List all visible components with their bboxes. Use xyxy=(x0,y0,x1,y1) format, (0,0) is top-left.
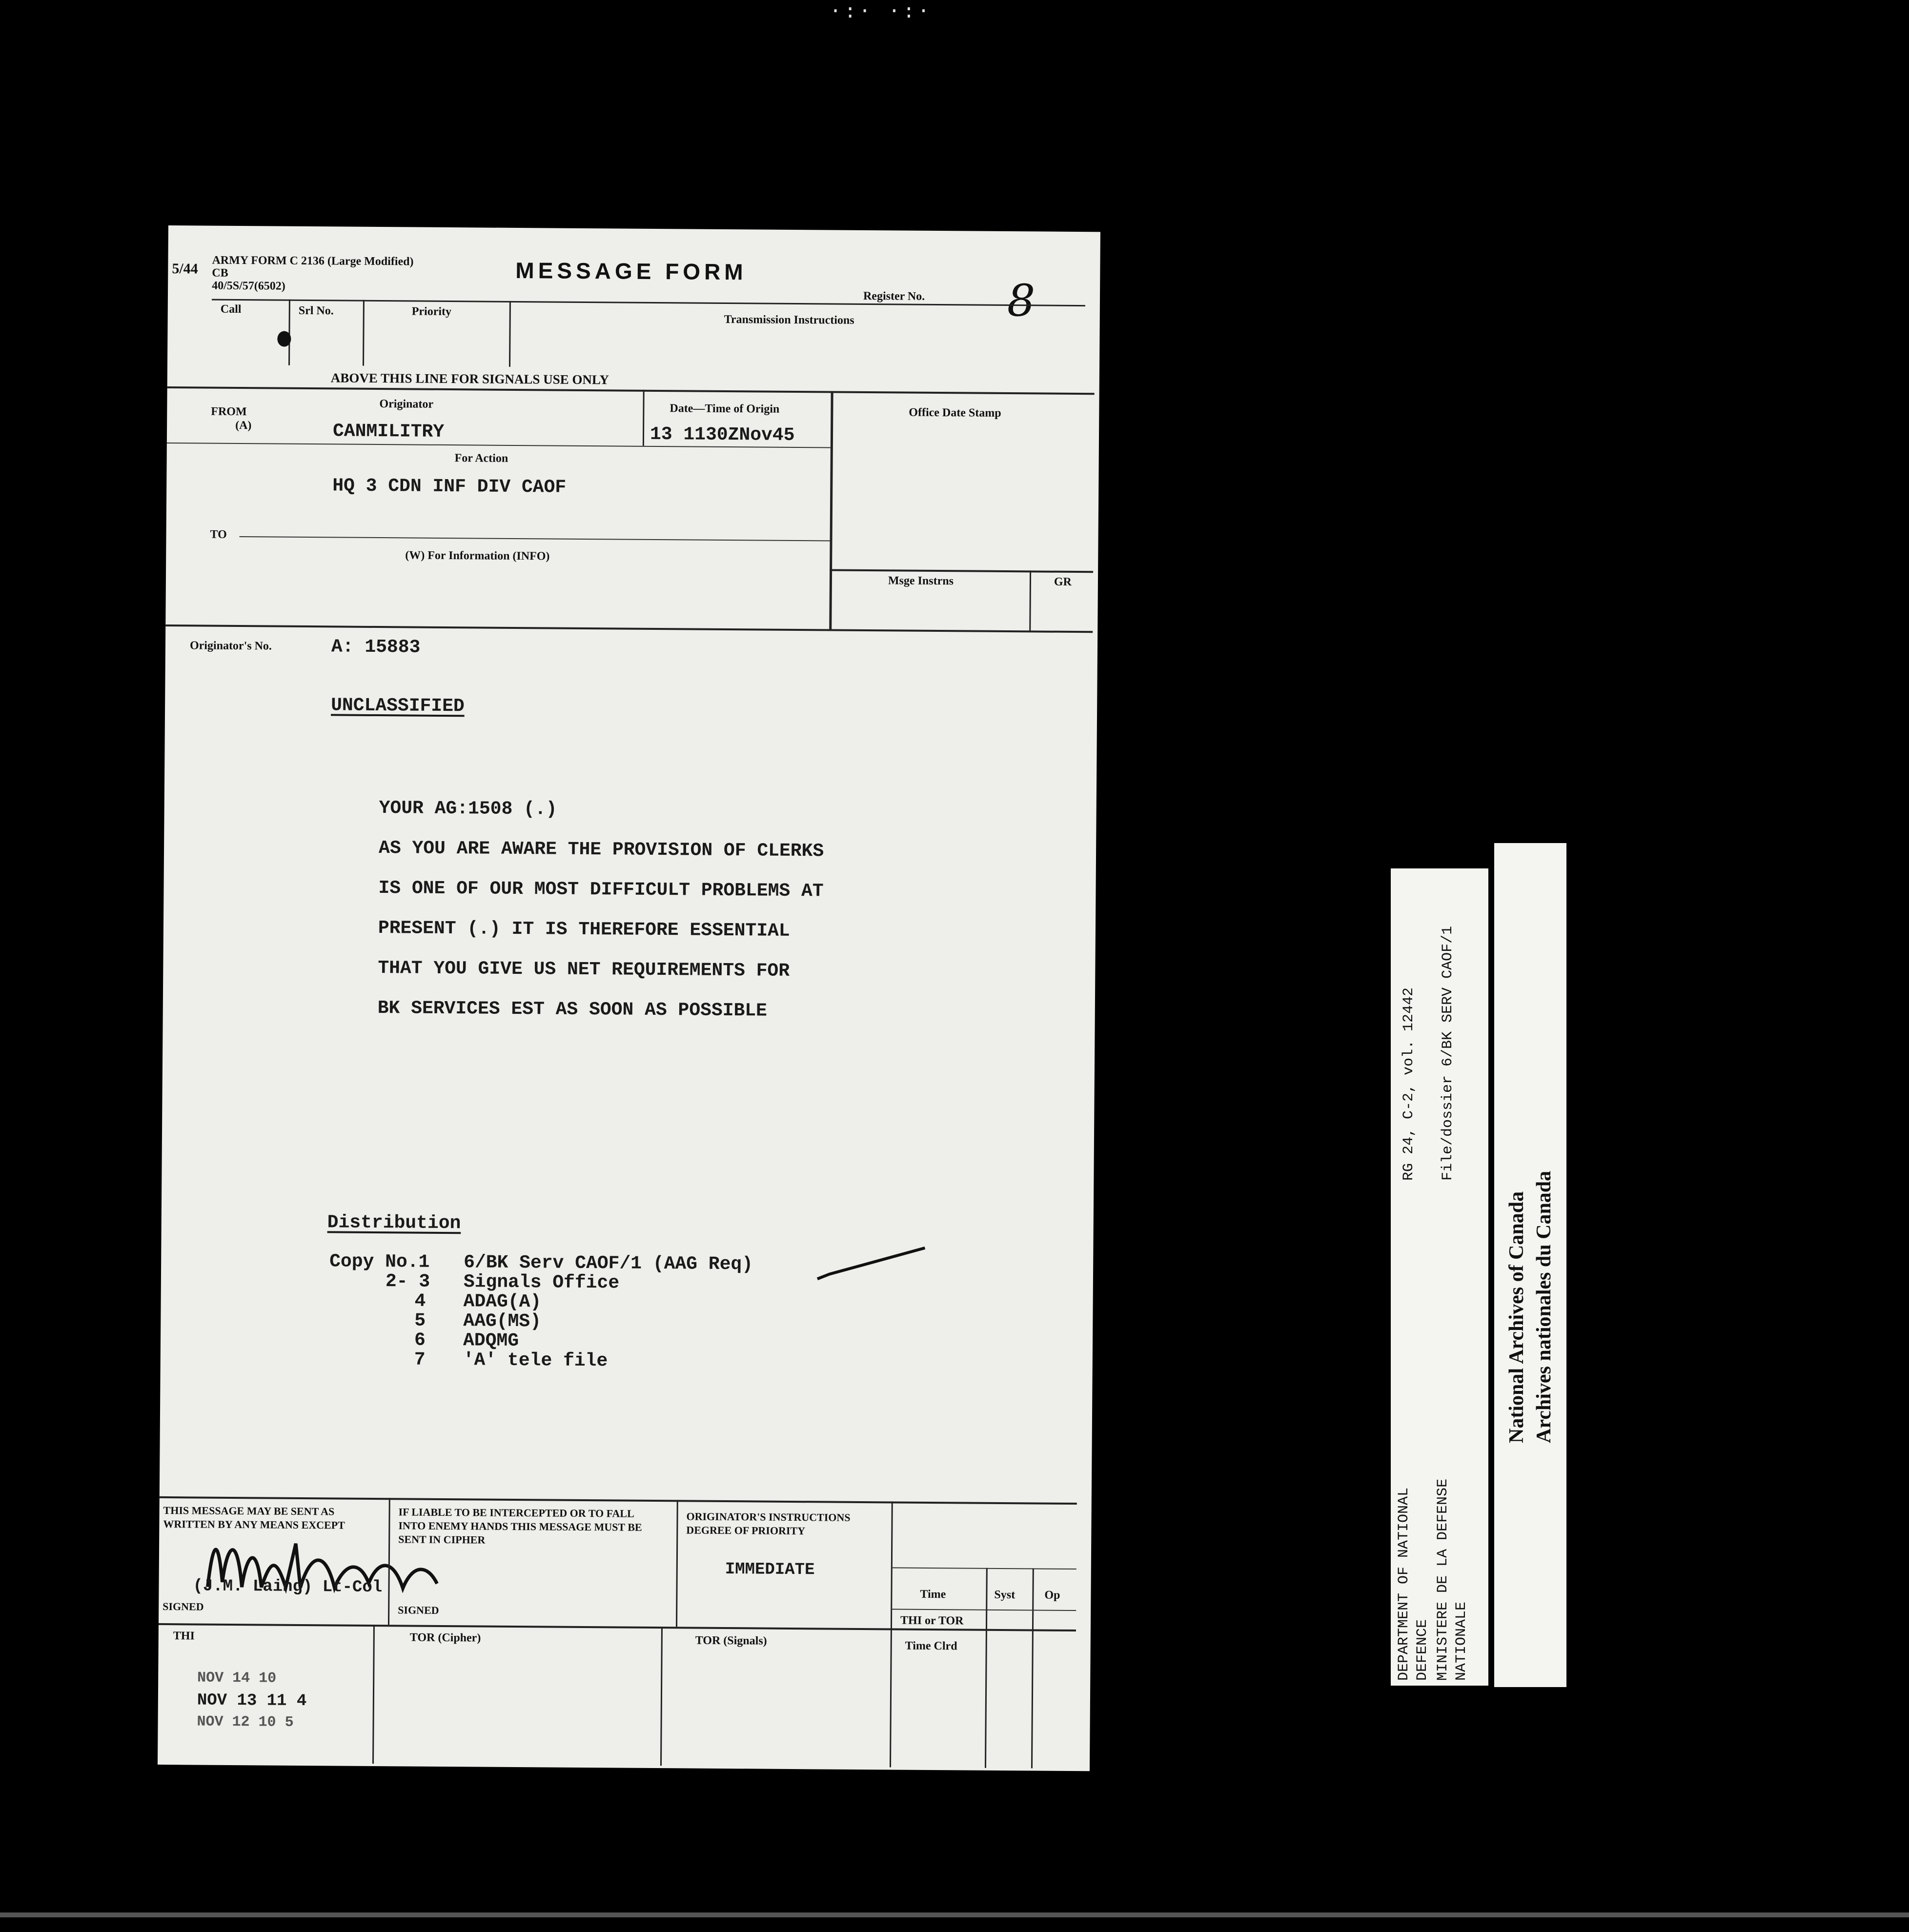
srl-label: Srl No. xyxy=(298,304,334,318)
dist-no-6: 7 xyxy=(414,1349,426,1370)
archive-institution-label xyxy=(1494,843,1566,1687)
dist-text-1: 6/BK Serv CAOF/1 (AAG Req) xyxy=(464,1252,753,1275)
stamp-line-1: NOV 13 11 4 xyxy=(197,1691,307,1711)
dist-text-6: 'A' tele file xyxy=(463,1349,608,1372)
distribution-title: Distribution xyxy=(327,1212,461,1234)
archive-rg: RG 24, C-2, vol. 12442 xyxy=(1401,987,1417,1181)
side-code: 5/44 xyxy=(172,261,198,277)
signed-label: SIGNED xyxy=(162,1600,204,1613)
classification: UNCLASSIFIED xyxy=(330,695,465,717)
body-line-1: YOUR AG:1508 (.) xyxy=(379,798,557,820)
dist-no-1: Copy No.1 xyxy=(329,1251,430,1273)
written-means-text: THIS MESSAGE MAY BE SENT AS WRITTEN BY ANY MEANS EXCEPT xyxy=(163,1504,345,1531)
body-line-3: IS ONE OF OUR MOST DIFFICULT PROBLEMS AT xyxy=(378,878,824,902)
header-rule xyxy=(212,299,1085,306)
body-line-5: THAT YOU GIVE US NET REQUIREMENTS FOR xyxy=(378,958,790,982)
film-marks: ·:· ·:· xyxy=(830,0,933,22)
msge-instrns-label: Msge Instrns xyxy=(888,574,954,588)
form-id-line3: 40/5S/57(6502) xyxy=(212,279,285,293)
body-line-2: AS YOU ARE AWARE THE PROVISION OF CLERKS xyxy=(378,838,824,862)
check-mark-icon xyxy=(815,1245,928,1285)
archive-dept-fr: MINISTERE DE LA DEFENSE NATIONALE xyxy=(1435,1478,1470,1681)
for-action-label: For Action xyxy=(454,452,508,465)
archive-dept-en: DEPARTMENT OF NATIONAL DEFENCE xyxy=(1396,1487,1431,1681)
call-label: Call xyxy=(220,302,242,316)
priority-label: Priority xyxy=(411,305,452,319)
dist-no-2: 2- 3 xyxy=(385,1271,430,1292)
thi-label: THI xyxy=(173,1630,195,1643)
archive-name-fr: Archives nationales du Canada xyxy=(1533,1170,1555,1443)
gr-label: GR xyxy=(1054,575,1072,588)
office-stamp-label: Office Date Stamp xyxy=(909,406,1001,420)
dist-text-3: ADAG(A) xyxy=(463,1291,542,1313)
dist-no-5: 6 xyxy=(414,1329,426,1351)
cipher-text: IF LIABLE TO BE INTERCEPTED OR TO FALL INTO ENEMY HANDS THIS MESSAGE MUST BE SENT IN CIPHER xyxy=(398,1506,642,1546)
originators-no-value: A: 15883 xyxy=(331,636,421,658)
time-label: Time xyxy=(920,1588,946,1601)
form-id-line2: CB xyxy=(212,266,228,280)
transmission-label: Transmission Instructions xyxy=(724,313,854,327)
originator-value: CANMILITRY xyxy=(332,421,445,443)
signals-use-line: ABOVE THIS LINE FOR SIGNALS USE ONLY xyxy=(330,370,609,387)
thi-or-tor-label: THI or TOR xyxy=(900,1614,964,1628)
body-line-4: PRESENT (.) IT IS THEREFORE ESSENTIAL xyxy=(378,918,790,942)
tor-signals-label: TOR (Signals) xyxy=(695,1634,767,1648)
archive-file: File/dossier 6/BK SERV CAOF/1 xyxy=(1440,926,1456,1181)
register-label: Register No. xyxy=(863,289,925,303)
film-edge xyxy=(0,1912,1909,1917)
signed-label-2: SIGNED xyxy=(398,1604,439,1616)
from-sub-label: (A) xyxy=(235,419,252,432)
archive-name-en: National Archives of Canada xyxy=(1505,1191,1528,1443)
priority-value: IMMEDIATE xyxy=(725,1560,815,1580)
for-action-value: HQ 3 CDN INF DIV CAOF xyxy=(332,475,567,498)
message-form xyxy=(158,225,1100,1771)
syst-label: Syst xyxy=(994,1588,1015,1602)
time-clrd-label: Time Clrd xyxy=(905,1639,957,1653)
originator-label: Originator xyxy=(379,398,434,411)
stamp-line-0: NOV 14 10 xyxy=(197,1670,277,1687)
originators-no-label: Originator's No. xyxy=(189,639,272,653)
op-label: Op xyxy=(1044,1589,1060,1602)
dto-label: Date—Time of Origin xyxy=(670,402,780,416)
originators-instructions: ORIGINATOR'S INSTRUCTIONS DEGREE OF PRIORITY xyxy=(686,1510,851,1537)
archive-label xyxy=(1391,868,1488,1686)
register-number: 8 xyxy=(1007,275,1036,327)
stamp-line-2: NOV 12 10 5 xyxy=(197,1713,294,1731)
form-title: MESSAGE FORM xyxy=(515,257,747,285)
to-label: TO xyxy=(210,528,227,541)
tor-cipher-label: TOR (Cipher) xyxy=(409,1631,481,1645)
dto-value: 13 1130ZNov45 xyxy=(650,423,795,446)
body-line-6: BK SERVICES EST AS SOON AS POSSIBLE xyxy=(377,998,768,1022)
from-label: FROM xyxy=(211,405,247,419)
info-label: (W) For Information (INFO) xyxy=(405,549,550,563)
dist-text-5: ADQMG xyxy=(463,1330,519,1352)
dist-no-3: 4 xyxy=(414,1290,426,1312)
ink-blot xyxy=(277,331,291,347)
form-id-line1: ARMY FORM C 2136 (Large Modified) xyxy=(212,254,414,268)
dist-no-4: 5 xyxy=(414,1310,426,1331)
signed-name: (J.M. Laing) Lt-Col xyxy=(193,1577,383,1597)
dist-text-4: AAG(MS) xyxy=(463,1310,542,1332)
dist-text-2: Signals Office xyxy=(463,1271,620,1294)
